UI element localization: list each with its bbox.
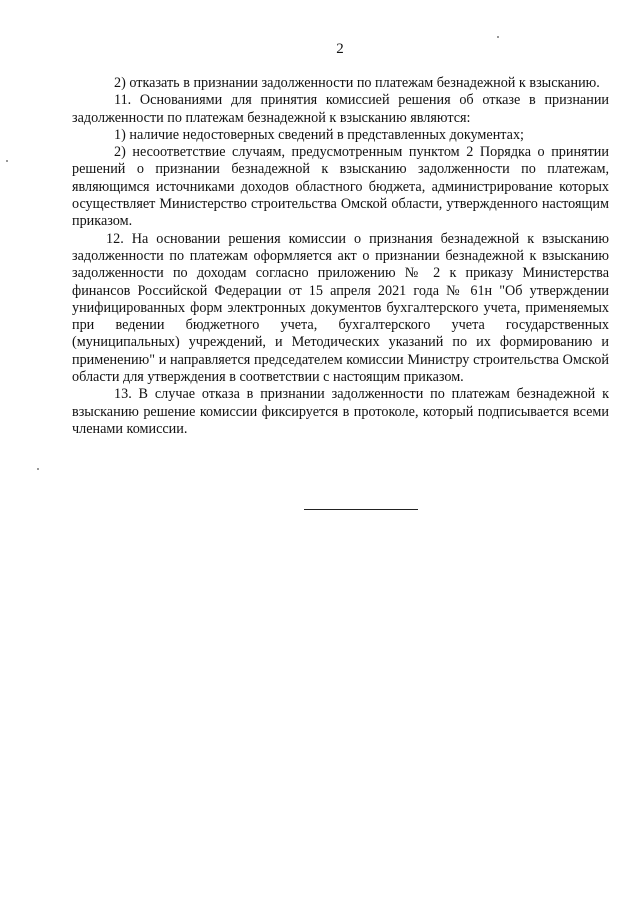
paragraph-ground-nonconformity: 2) несоответствие случаям, предусмотренным пунктом 2 Порядка о принятии решений о признании безнадежной к взысканию задолженности по платежам, являющимся источниками доходов областного бюджета, администрирование которых осуществляет Министерство строительства Омской области, утвержденного настоящим приказом.	[72, 144, 609, 230]
end-of-text-rule	[304, 509, 418, 510]
paragraph-11-grounds-for-refusal: 11. Основаниями для принятия комиссией решения об отказе в признании задолженности по платежам безнадежной к взысканию являются:	[72, 92, 609, 126]
paragraph-refuse-recognition: 2) отказать в признании задолженности по платежам безнадежной к взысканию.	[114, 75, 600, 91]
paragraph-ground-unreliable-info: 1) наличие недостоверных сведений в представленных документах;	[114, 126, 524, 143]
scan-speck	[6, 160, 8, 162]
paragraph-12-act-of-recognition: 12. На основании решения комиссии о признания безнадежной к взысканию задолженности по платежам оформляется акт о признании безнадежной к взысканию задолженности по доходам согласно приложению № 2 к приказу Министерства финансов Российской Федерации от 15 апреля 2021 года № 61н "Об утверждении унифицированных форм электронных документов бухгалтерского учета, применяемых при ведении бюджетного учета, бухгалтерского учета государственных (муниципальных) учреждений, и Методических указаний по их формированию и применению" и направляется председателем комиссии Министру строительства Омской области для утверждения в соответствии с настоящим приказом.	[72, 230, 609, 386]
scan-speck	[497, 36, 499, 38]
page-number: 2	[336, 41, 344, 57]
document-body	[72, 75, 609, 438]
paragraph-13-refusal-protocol: 13. В случае отказа в признании задолженности по платежам безнадежной к взысканию решение комиссии фиксируется в протоколе, который подписывается всеми членами комиссии.	[72, 386, 609, 437]
scan-speck	[37, 468, 39, 470]
